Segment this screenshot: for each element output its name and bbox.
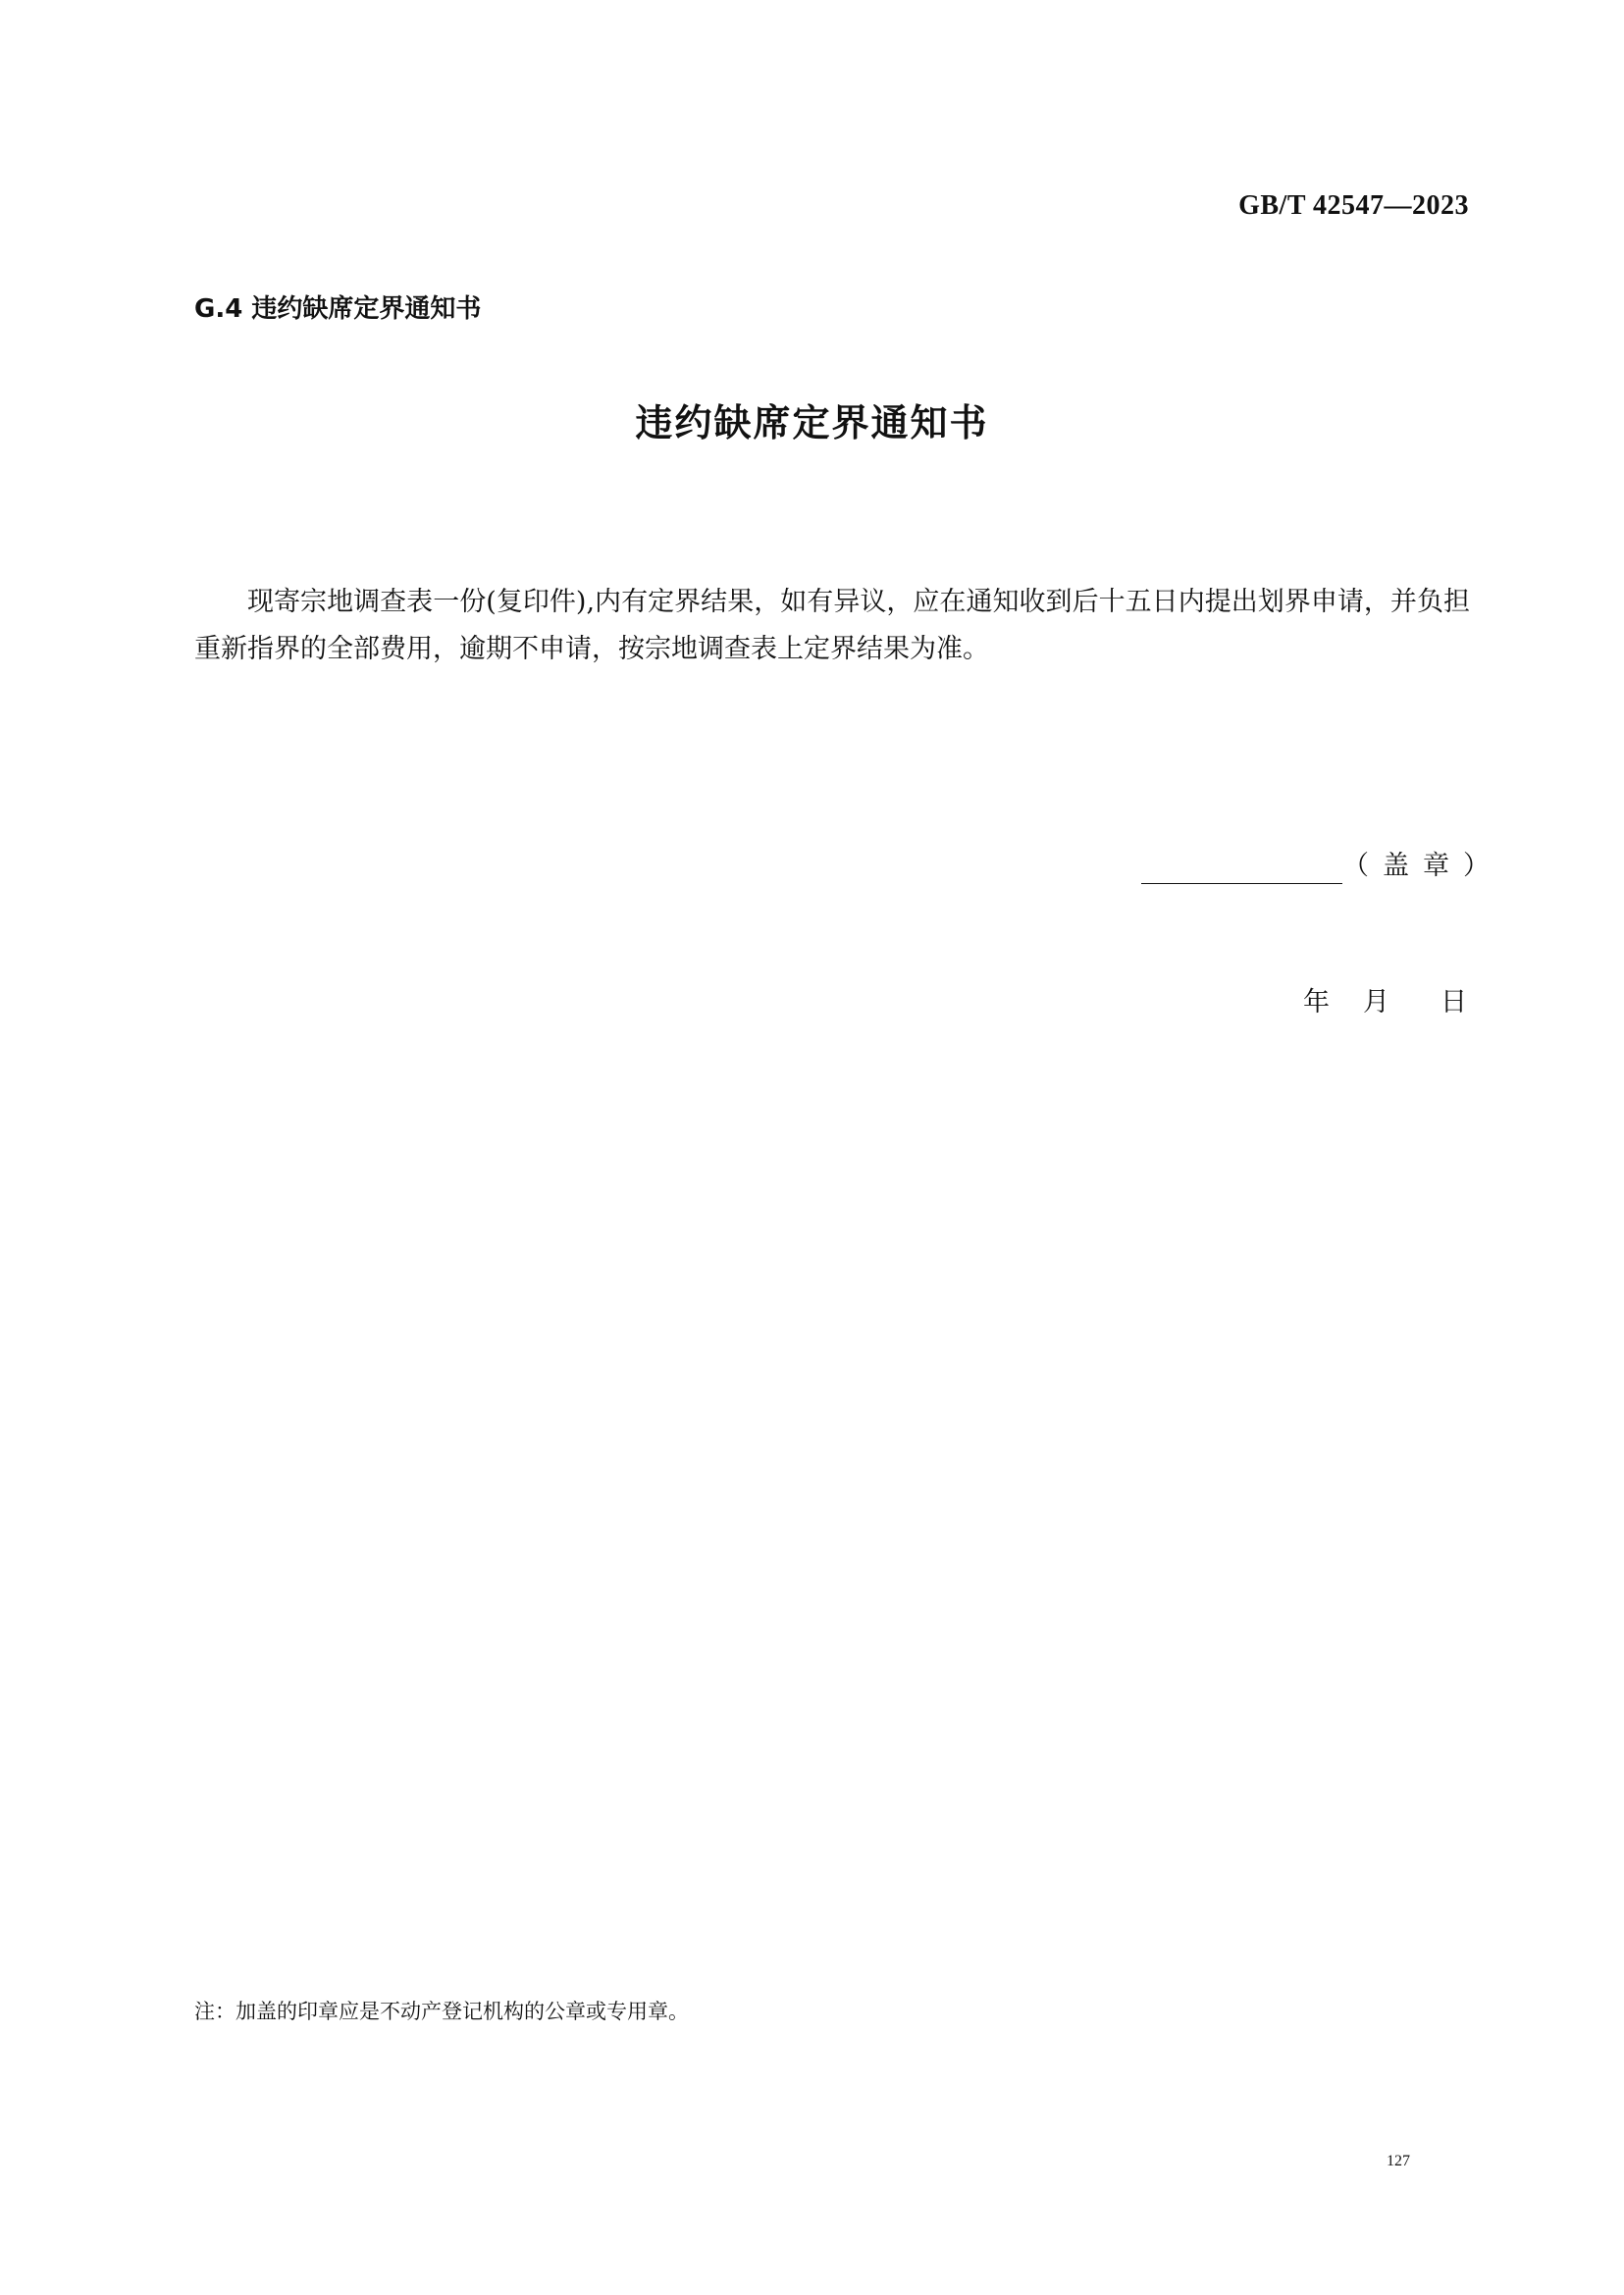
date-line <box>1303 989 1467 1016</box>
seal-signature-line <box>1141 883 1342 884</box>
year-label: 年 <box>1303 987 1330 1017</box>
page-number: 127 <box>1387 2153 1410 2169</box>
day-label: 日 <box>1441 987 1467 1017</box>
footnote: 注：加盖的印章应是不动产登记机构的公章或专用章。 <box>194 2000 689 2023</box>
seal-label: （盖章） <box>1342 851 1503 881</box>
month-label: 月 <box>1363 987 1389 1017</box>
document-title: 违约缺席定界通知书 <box>635 401 989 444</box>
notice-body-text: 现寄宗地调查表一份(复印件),内有定界结果，如有异议，应在通知收到后十五日内提出划界申请，并负担重新指界的全部费用，逾期不申请，按宗地调查表上定界结果为准。 <box>194 587 1470 664</box>
standard-code: GB/T 42547—2023 <box>1238 190 1469 221</box>
section-heading: G.4 违约缺席定界通知书 <box>194 294 482 324</box>
